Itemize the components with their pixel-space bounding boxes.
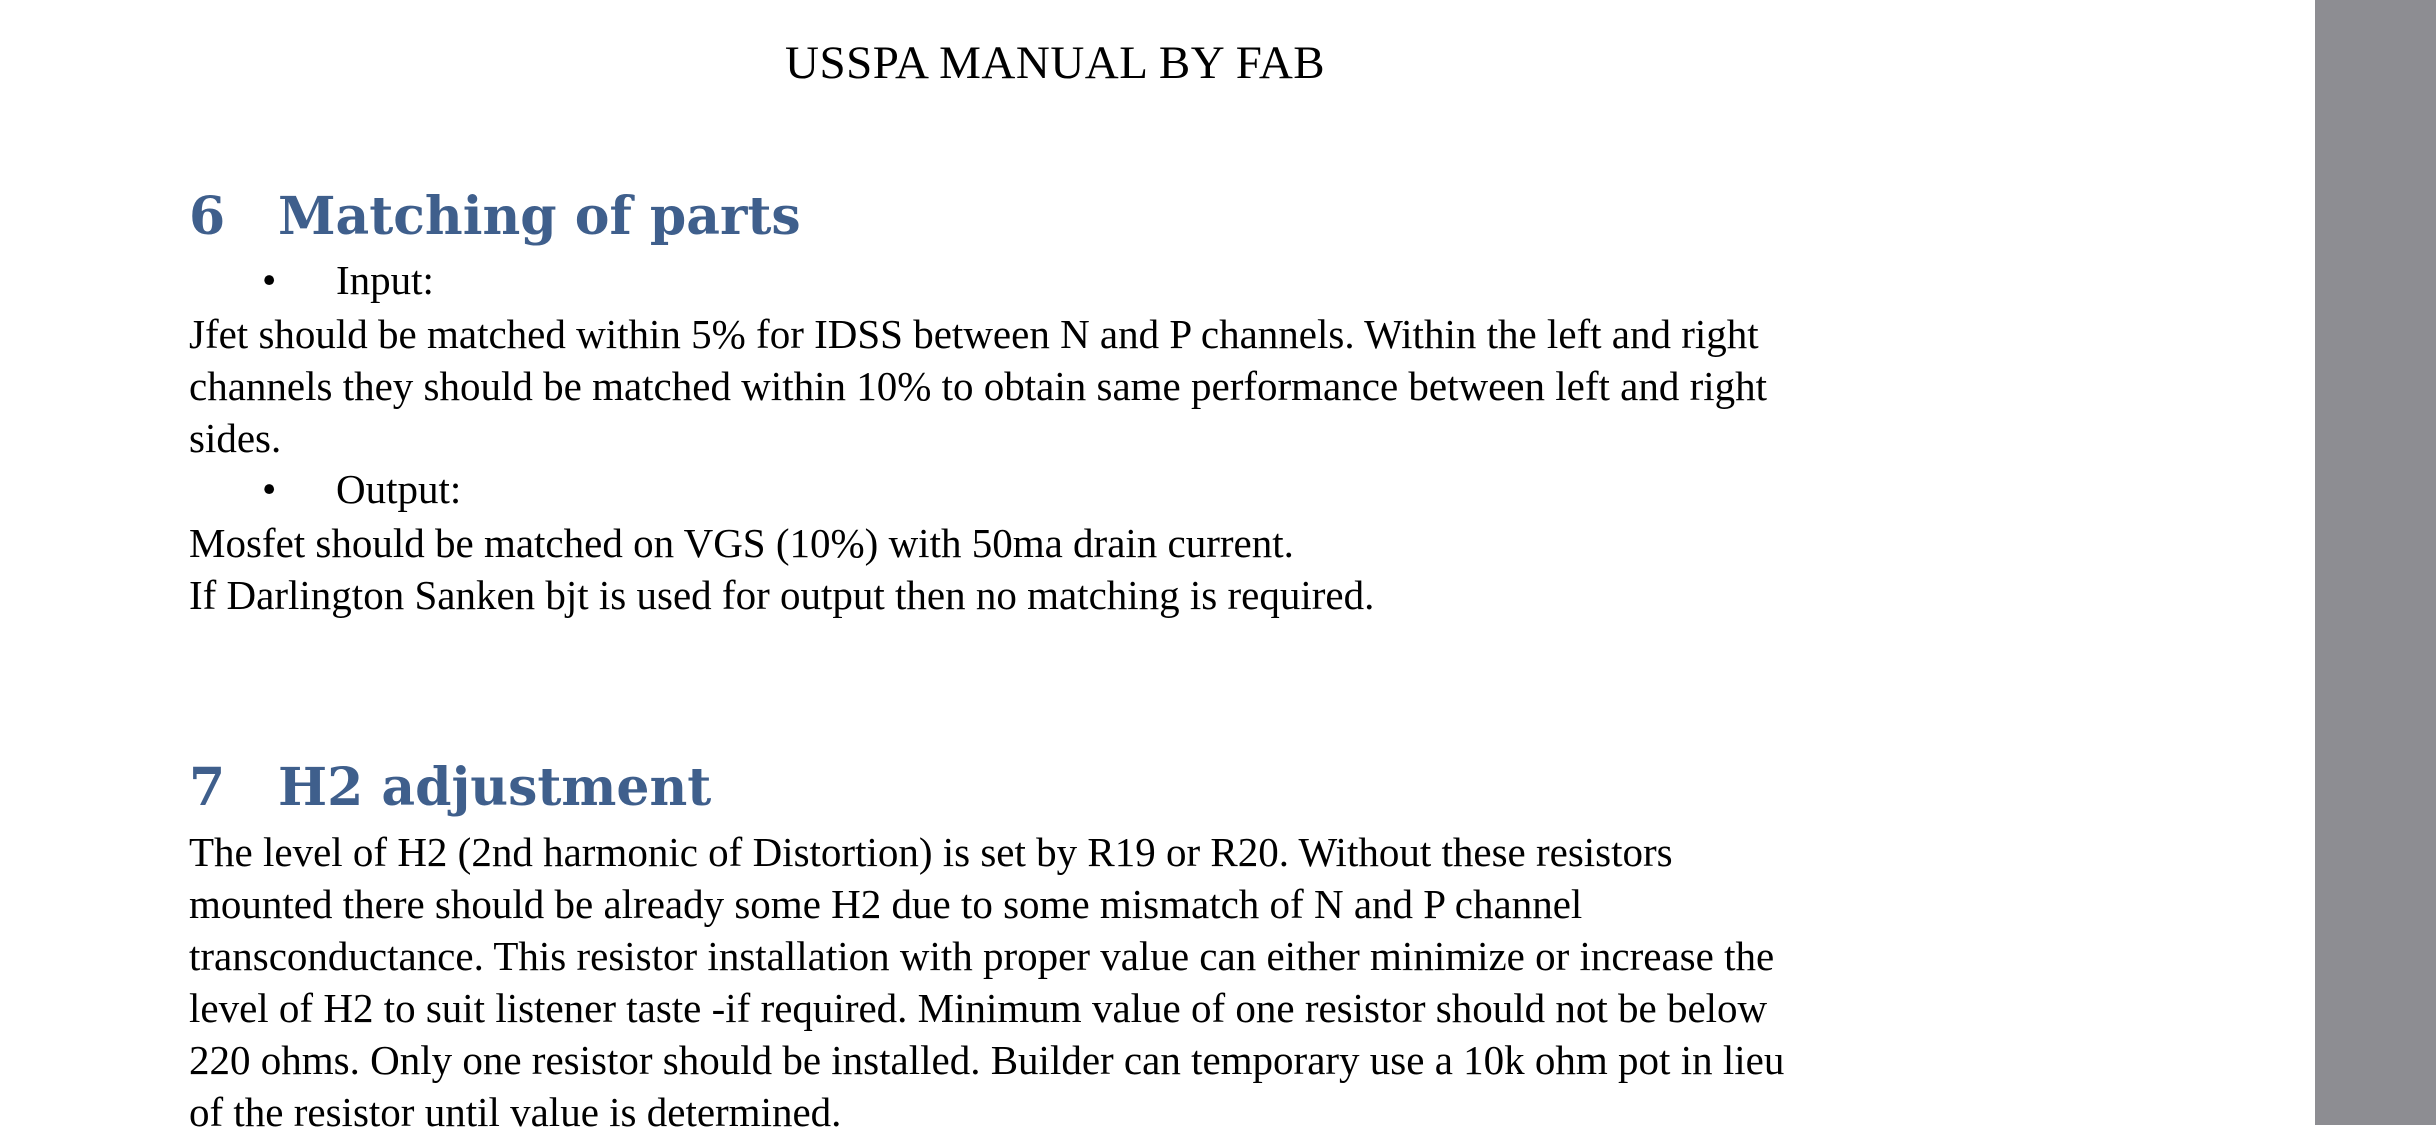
output-bullet-item: [262, 465, 461, 513]
h2-paragraph: [189, 826, 1784, 1138]
bullet-icon: •: [262, 257, 277, 303]
section-7-title: H2 adjustment: [278, 757, 712, 818]
paragraph-line: channels they should be matched within 10% to obtain same performance between left and right: [189, 363, 1767, 409]
input-bullet-label: Input:: [336, 257, 434, 303]
paragraph-line: transconductance. This resistor installation with proper value can either minimize or increase the: [189, 933, 1775, 979]
paragraph-line: The level of H2 (2nd harmonic of Distortion) is set by R19 or R20. Without these resistors: [189, 829, 1673, 875]
section-6-heading: [189, 186, 801, 247]
page-header-title: USSPA MANUAL BY FAB: [785, 37, 1326, 89]
paragraph-line: mounted there should be already some H2 due to some mismatch of N and P channel: [189, 881, 1583, 927]
paragraph-line: 220 ohms. Only one resistor should be installed. Builder can temporary use a 10k ohm pot in lieu: [189, 1037, 1785, 1083]
paragraph-line: Mosfet should be matched on VGS (10%) with 50ma drain current.: [189, 520, 1294, 566]
section-6-title: Matching of parts: [278, 186, 801, 247]
paragraph-line: level of H2 to suit listener taste -if required. Minimum value of one resistor should not be below: [189, 985, 1768, 1031]
input-paragraph: [189, 308, 1767, 464]
input-bullet-item: [262, 256, 434, 304]
section-7-number: 7: [189, 757, 226, 818]
paragraph-line: of the resistor until value is determined.: [189, 1089, 842, 1135]
section-7-heading: [189, 757, 711, 818]
output-bullet-label: Output:: [336, 466, 462, 512]
bullet-icon: •: [262, 466, 277, 512]
paragraph-line: If Darlington Sanken bjt is used for output then no matching is required.: [189, 572, 1375, 618]
paragraph-line: sides.: [189, 415, 282, 461]
output-paragraph: [189, 517, 1374, 621]
paragraph-line: Jfet should be matched within 5% for IDSS between N and P channels. Within the left and right: [189, 311, 1759, 357]
viewer-background-gutter: [2315, 0, 2436, 1125]
section-6-number: 6: [189, 186, 226, 247]
